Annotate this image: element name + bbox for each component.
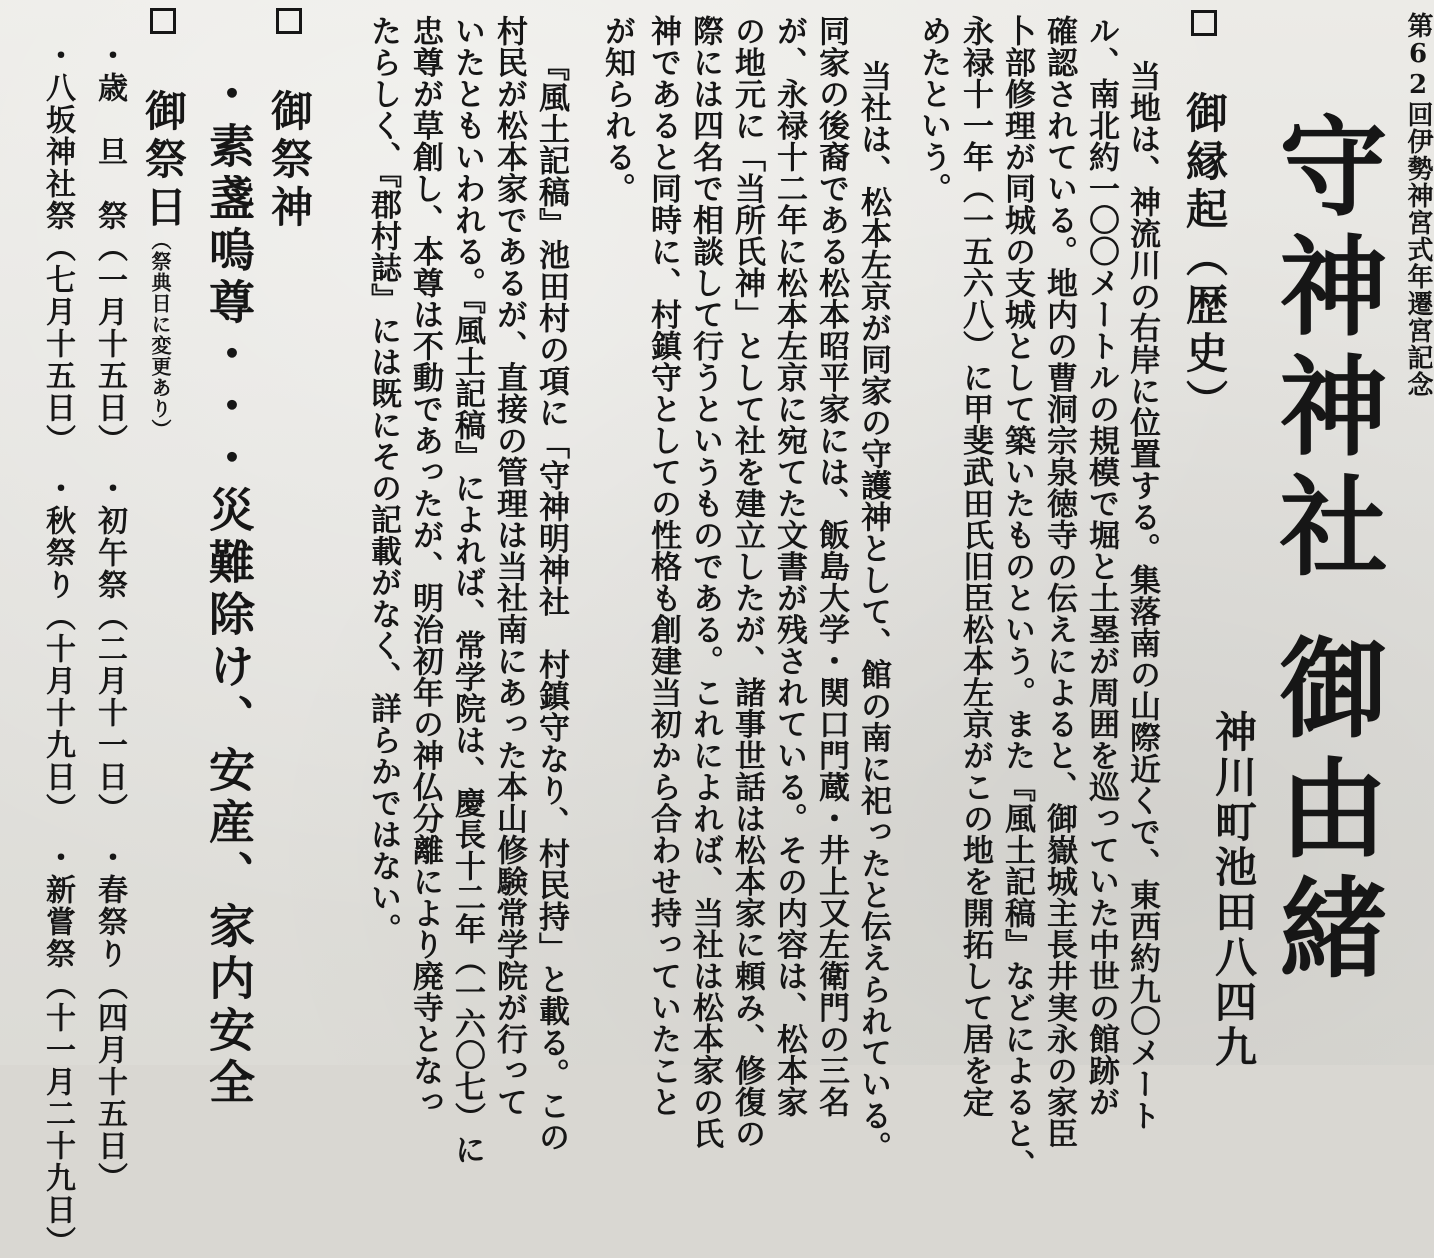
history-line: 神であると同時に、村鎮守としての性格も創建当初から合わせ持っていたこと (645, 15, 681, 1118)
history-line: の地元に「当所氏神」として社を建立したが、諸事世話は松本家に頼み、修復の (729, 15, 765, 1149)
deity-line: ・素盞嗚尊・・・災難除け、安産、家内安全 (202, 70, 256, 1110)
festival-note: （祭典日に変更あり） (148, 230, 172, 440)
festival-list-column: ・八坂神社祭（七月十五日） ・秋祭り（十月十九日） ・新嘗祭（十一月二十九日） (40, 40, 75, 1258)
deity-heading: 御祭神 (268, 8, 310, 233)
history-line: 『風土記稿』池田村の項に「守神明神社 村鎮守なり、村民持」と載る。この (533, 50, 569, 1153)
festival-heading: 御祭日 (142, 8, 184, 233)
page-title (1261, 110, 1387, 992)
history-line: 同家の後裔である松本昭平家には、飯島大学・関口門蔵・井上又左衛門の三名 (813, 15, 849, 1118)
history-line: 確認されている。地内の曹洞宗泉徳寺の伝えによると、御嶽城主長井実永の家臣 (1041, 15, 1077, 1149)
checkbox-square-icon (1191, 10, 1217, 36)
history-line: が、永禄十二年に松本左京に宛てた文書が残されている。その内容は、松本家 (771, 15, 807, 1118)
festival-list-column: ・歳 旦 祭（一月十五日） ・初午祭（二月十一日） ・春祭り（四月十五日） (92, 40, 127, 1194)
history-line: 当地は、神流川の右岸に位置する。集落南の山際近くで、東西約九〇メート (1124, 60, 1160, 1131)
checkbox-square-icon (150, 8, 176, 34)
history-line: めたという。 (915, 15, 951, 204)
history-line: 永禄十一年（一五六八）に甲斐武田氏旧臣松本左京がこの地を開拓して居を定 (957, 15, 993, 1118)
history-line: 村民が松本家であるが、直接の管理は当社南にあった本山修験常学院が行って (491, 15, 527, 1118)
checkbox-square-icon (276, 8, 302, 34)
history-line: たらしく、『郡村誌』には既にその記載がなく、詳らかではない。 (365, 15, 401, 945)
title-shrine-name: 守神神社 (1261, 110, 1387, 590)
commemoration-caption: 第62回伊勢神宮式年遷宮記念 (1403, 12, 1433, 398)
history-line: いたともいわれる。『風土記稿』によれば、常学院は、慶長十二年（一六〇七）に (449, 15, 485, 1165)
history-heading: 御縁起（歴史） (1183, 10, 1225, 427)
history-line: 忠尊が草創し、本尊は不動であったが、明治初年の神仏分離により廃寺となっ (407, 15, 443, 1118)
history-line: が知られる。 (599, 15, 635, 204)
history-line: 際には四名で相談して行うというものである。これによれば、当社は松本家の氏 (687, 15, 723, 1149)
history-line: 卜部修理が同城の支城として築いたものという。また『風土記稿』などによると、 (999, 15, 1035, 1181)
history-line: ル、南北約一〇〇メートルの規模で堀と土塁が周囲を巡っていた中世の館跡が (1083, 15, 1119, 1118)
history-line: 当社は、松本左京が同家の守護神として、館の南に祀ったと伝えられている。 (855, 60, 891, 1163)
title-record: 御由緒 (1261, 632, 1387, 992)
address: 神川町池田八四九 (1209, 710, 1258, 1070)
